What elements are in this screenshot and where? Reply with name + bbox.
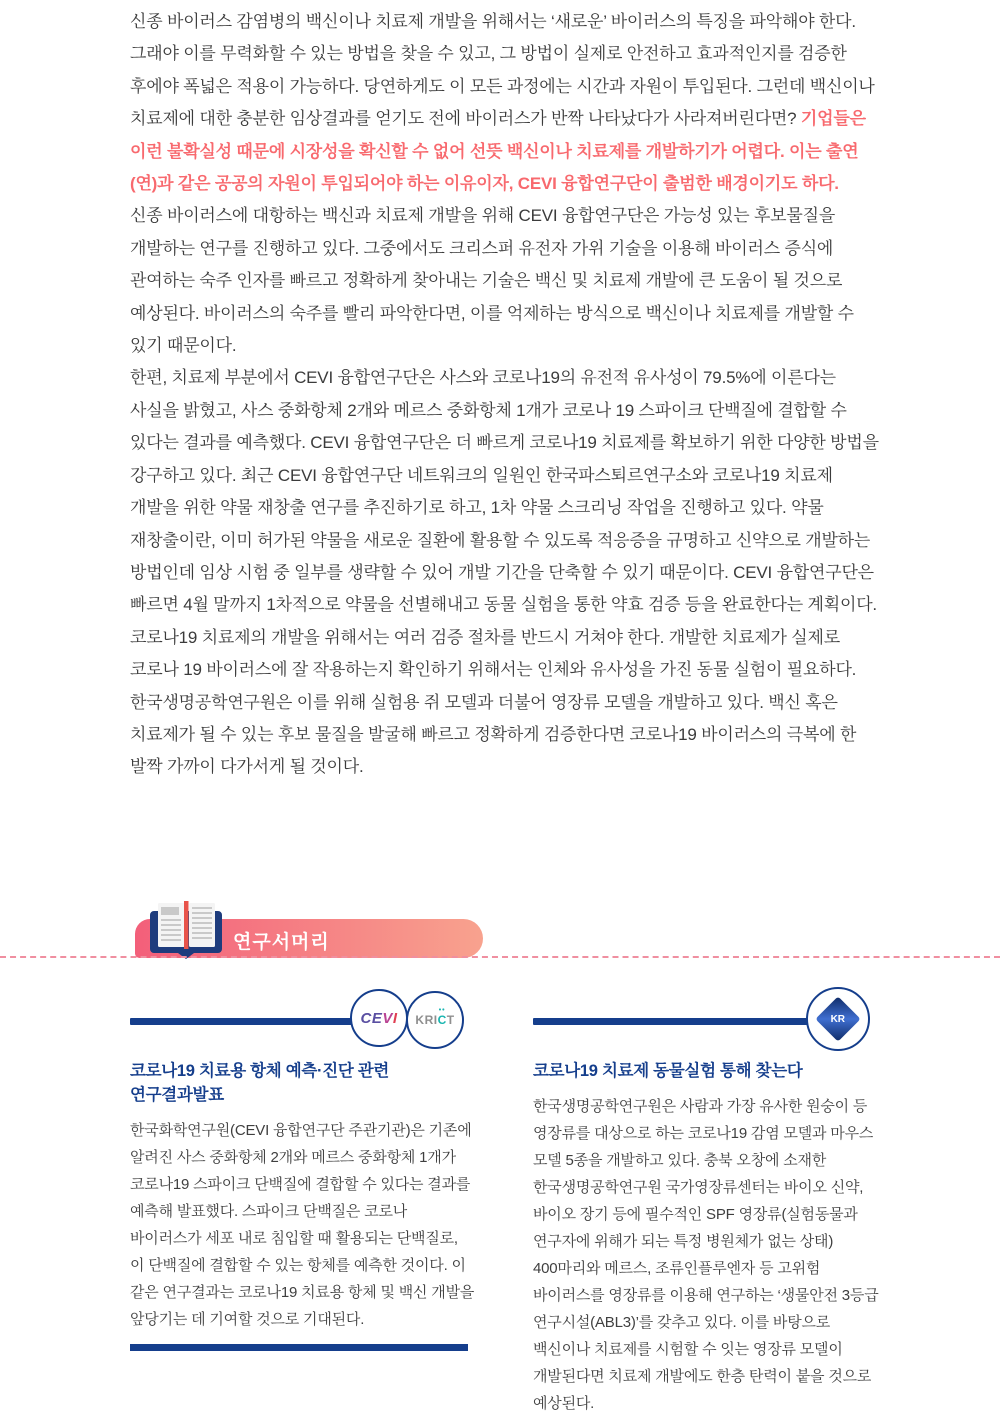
- kribb-diamond: [815, 996, 860, 1041]
- left-bottom-rule: [130, 1344, 468, 1351]
- paragraph: [130, 200, 884, 362]
- right-navy-rule: [533, 1018, 809, 1025]
- cevi-logo-text: CEVI: [360, 1009, 398, 1027]
- kribb-glyph: KR: [830, 1013, 846, 1025]
- right-column-heading: 코로나19 치료제 동물실험 통해 찾는다: [533, 1062, 803, 1080]
- right-rule-row: [533, 985, 879, 1057]
- open-book-icon: [149, 899, 223, 959]
- body-text: 신종 바이러스 감염병의 백신이나 치료제 개발을 위해서는 ‘새로운’ 바이러스의 특징을 파악해야 한다. 그래야 이를 무력화할 수 있는 방법을 찾을 수 있고, 그 방법이 실제로 안전하고 효과적인지를 검증한 후에야 폭넓은 적용이 가능하다. 당연하게도 이 모든 과정에는 시간과 자원이 투입된다. 그런데 백신이나 치료제에 대한 충분한 임상결과를 얻기도 전에 바이러스가 반짝 나타났다가 사라져버린다면?: [130, 12, 875, 129]
- krict-logo-text: KRICT ••: [415, 1007, 455, 1027]
- dashed-divider: [0, 956, 1000, 958]
- highlighted-text: 기업들은 이런 불확실성 때문에 시장성을 확신할 수 없어 선뜻 백신이나 치료제를 개발하기가 어렵다. 이는 출연(연)과 같은 공공의 자원이 투입되어야 하는 이유이자, CEVI 융합연구단이 출범한 배경이기도 하다.: [130, 109, 866, 194]
- research-summary-badge: [135, 919, 483, 958]
- body-text: 코로나19 치료제의 개발을 위해서는 여러 검증 절차를 반드시 거쳐야 한다. 개발한 치료제가 실제로 코로나 19 바이러스에 잘 작용하는지 확인하기 위해서는 인체와 유사성을 가진 동물 실험이 필요하다. 한국생명공학연구원은 이를 위해 실험용 쥐 모델과 더불어 영장류 모델을 개발하고 있다. 백신 혹은 치료제가 될 수 있는 후보 물질을 발굴해 빠르고 정확하게 검증한다면 코로나19 바이러스의 극복에 한 발짝 가까이 다가서게 될 것이다.: [130, 627, 857, 777]
- left-column-body: 한국화학연구원(CEVI 융합연구단 주관기관)은 기존에 알려진 사스 중화항체 2개와 메르스 중화항체 1개가 코로나19 스파이크 단백질에 결합할 수 있다는 결과를 예측해 발표했다. 스파이크 단백질은 코로나 바이러스가 세포 내로 침입할 때 활용되는 단백질로, 이 단백질에 결합할 수 있는 항체를 예측한 것이다. 이 같은 연구결과는 코로나19 치료용 항체 및 백신 개발을 앞당기는 데 기여할 것으로 기대된다.: [130, 1122, 475, 1328]
- krict-logo: [406, 991, 464, 1049]
- research-summary-label: 연구서머리: [233, 932, 330, 953]
- cevi-logo: [350, 989, 408, 1047]
- body-text: 신종 바이러스에 대항하는 백신과 치료제 개발을 위해 CEVI 융합연구단은 가능성 있는 후보물질을 개발하는 연구를 진행하고 있다. 그중에서도 크리스퍼 유전자 가위 기술을 이용해 바이러스 증식에 관여하는 숙주 인자를 빠르고 정확하게 찾아내는 기술은 백신 및 치료제 개발에 큰 도움이 될 것으로 예상된다. 바이러스의 숙주를 빨리 파악한다면, 이를 억제하는 방식으로 백신이나 치료제를 개발할 수 있기 때문이다.: [130, 206, 854, 356]
- paragraph: [130, 622, 884, 784]
- left-navy-rule: [130, 1018, 352, 1025]
- article-text: [130, 6, 884, 784]
- paragraph: [130, 6, 884, 200]
- right-article-column: [533, 985, 879, 1417]
- left-rule-row: [130, 985, 476, 1057]
- kribb-logo: [806, 987, 870, 1051]
- paragraph: [130, 362, 884, 621]
- left-article-column: [130, 985, 476, 1333]
- right-column-body: 한국생명공학연구원은 사람과 가장 유사한 원숭이 등 영장류를 대상으로 하는 코로나19 감염 모델과 마우스 모델 5종을 개발하고 있다. 충북 오창에 소재한 한국생명공학연구원 국가영장류센터는 바이오 신약, 바이오 장기 등에 필수적인 SPF 영장류(실험동물과 연구자에 위해가 되는 특정 병원체가 없는 상태) 400마리와 메르스, 조류인플루엔자 등 고위험 바이러스를 영장류를 이용해 연구하는 ‘생물안전 3등급 연구시설(ABL3)’를 갖추고 있다. 이를 바탕으로 백신이나 치료제를 시험할 수 잇는 영장류 모델이 개발된다면 치료제 개발에도 한층 탄력이 붙을 것으로 예상된다.: [533, 1098, 879, 1412]
- left-column-heading: 코로나19 치료용 항체 예측·진단 관련 연구결과발표: [130, 1062, 390, 1104]
- body-text: 한편, 치료제 부분에서 CEVI 융합연구단은 사스와 코로나19의 유전적 유사성이 79.5%에 이른다는 사실을 밝혔고, 사스 중화항체 2개와 메르스 중화항체 1개가 코로나 19 스파이크 단백질에 결합할 수 있다는 결과를 예측했다. CEVI 융합연구단은 더 빠르게 코로나19 치료제를 확보하기 위한 다양한 방법을 강구하고 있다. 최근 CEVI 융합연구단 네트워크의 일원인 한국파스퇴르연구소와 코로나19 치료제 개발을 위한 약물 재창출 연구를 추진하기로 하고, 1차 약물 스크리닝 작업을 진행하고 있다. 약물 재창출이란, 이미 허가된 약물을 새로운 질환에 활용할 수 있도록 적응증을 규명하고 신약으로 개발하는 방법인데 임상 시험 중 일부를 생략할 수 있어 개발 기간을 단축할 수 있기 때문이다. CEVI 융합연구단은 빠르면 4월 말까지 1차적으로 약물을 선별해내고 동물 실험을 통한 약효 검증 등을 완료한다는 계획이다.: [130, 368, 879, 615]
- krict-dots: ••: [438, 1007, 446, 1014]
